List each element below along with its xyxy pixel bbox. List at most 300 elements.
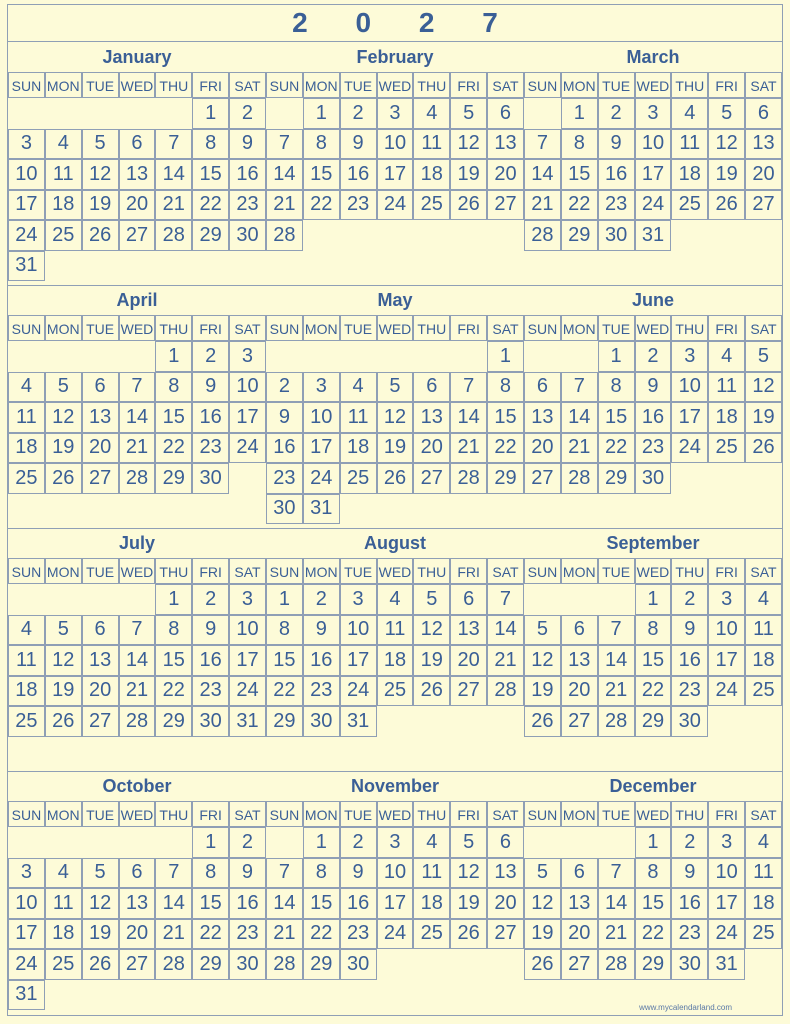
day-cell: 28 bbox=[155, 949, 192, 980]
empty-cell bbox=[119, 98, 156, 129]
weekday-label: TUE bbox=[82, 558, 119, 584]
day-cell: 5 bbox=[45, 372, 82, 403]
weekday-label: WED bbox=[119, 801, 156, 827]
day-cell: 23 bbox=[340, 190, 377, 221]
weekday-label: MON bbox=[561, 72, 598, 98]
day-cell: 10 bbox=[377, 129, 414, 160]
day-grid bbox=[8, 98, 266, 281]
day-cell: 8 bbox=[635, 858, 672, 889]
day-cell: 3 bbox=[377, 827, 414, 858]
day-cell: 4 bbox=[671, 98, 708, 129]
day-cell: 8 bbox=[487, 372, 524, 403]
day-cell: 18 bbox=[8, 433, 45, 464]
day-cell: 7 bbox=[487, 584, 524, 615]
day-cell: 16 bbox=[192, 645, 229, 676]
day-cell: 15 bbox=[561, 159, 598, 190]
day-cell: 14 bbox=[561, 402, 598, 433]
day-cell: 21 bbox=[119, 433, 156, 464]
day-cell: 26 bbox=[708, 190, 745, 221]
day-cell: 29 bbox=[561, 220, 598, 251]
day-cell: 21 bbox=[598, 919, 635, 950]
day-cell: 26 bbox=[450, 919, 487, 950]
day-cell: 13 bbox=[82, 645, 119, 676]
day-cell: 15 bbox=[635, 645, 672, 676]
day-cell: 26 bbox=[377, 463, 414, 494]
day-cell: 2 bbox=[192, 341, 229, 372]
day-grid bbox=[8, 584, 266, 737]
day-cell: 11 bbox=[671, 129, 708, 160]
day-cell: 10 bbox=[377, 858, 414, 889]
day-cell: 23 bbox=[340, 919, 377, 950]
day-cell: 1 bbox=[155, 584, 192, 615]
day-cell: 22 bbox=[635, 676, 672, 707]
day-cell: 1 bbox=[635, 827, 672, 858]
weekday-label: TUE bbox=[598, 801, 635, 827]
day-cell: 7 bbox=[266, 858, 303, 889]
day-cell: 23 bbox=[598, 190, 635, 221]
day-cell: 2 bbox=[340, 98, 377, 129]
day-cell: 15 bbox=[303, 888, 340, 919]
day-cell: 26 bbox=[45, 706, 82, 737]
weekday-label: SAT bbox=[487, 558, 524, 584]
weekday-label: THU bbox=[413, 72, 450, 98]
day-cell: 26 bbox=[450, 190, 487, 221]
day-cell: 1 bbox=[598, 341, 635, 372]
day-cell: 24 bbox=[377, 190, 414, 221]
day-cell: 17 bbox=[708, 645, 745, 676]
day-cell: 12 bbox=[82, 888, 119, 919]
day-cell: 18 bbox=[45, 919, 82, 950]
month-february bbox=[266, 42, 524, 285]
day-cell: 2 bbox=[598, 98, 635, 129]
day-cell: 11 bbox=[413, 129, 450, 160]
day-cell: 16 bbox=[192, 402, 229, 433]
day-cell: 14 bbox=[450, 402, 487, 433]
day-cell: 21 bbox=[266, 919, 303, 950]
weekday-label: WED bbox=[635, 72, 672, 98]
day-cell: 13 bbox=[487, 858, 524, 889]
day-cell: 29 bbox=[155, 706, 192, 737]
day-cell: 2 bbox=[229, 98, 266, 129]
day-cell: 21 bbox=[524, 190, 561, 221]
day-cell: 25 bbox=[45, 949, 82, 980]
day-cell: 22 bbox=[487, 433, 524, 464]
weekday-header bbox=[524, 801, 782, 827]
day-grid bbox=[524, 98, 782, 251]
day-cell: 26 bbox=[745, 433, 782, 464]
day-cell: 26 bbox=[524, 949, 561, 980]
month-name: September bbox=[606, 533, 700, 553]
day-cell: 8 bbox=[266, 615, 303, 646]
day-cell: 20 bbox=[119, 919, 156, 950]
day-cell: 25 bbox=[413, 919, 450, 950]
weekday-label: TUE bbox=[340, 801, 377, 827]
weekday-label: FRI bbox=[192, 558, 229, 584]
month-june bbox=[524, 285, 782, 528]
day-cell: 1 bbox=[155, 341, 192, 372]
weekday-label: MON bbox=[561, 315, 598, 341]
day-cell: 14 bbox=[598, 888, 635, 919]
day-cell: 22 bbox=[561, 190, 598, 221]
day-cell: 17 bbox=[708, 888, 745, 919]
band-separator bbox=[8, 285, 782, 286]
day-cell: 28 bbox=[450, 463, 487, 494]
weekday-label: THU bbox=[413, 315, 450, 341]
weekday-label: WED bbox=[635, 801, 672, 827]
day-cell: 5 bbox=[377, 372, 414, 403]
empty-cell bbox=[413, 341, 450, 372]
day-cell: 20 bbox=[524, 433, 561, 464]
day-cell: 4 bbox=[8, 615, 45, 646]
day-cell: 9 bbox=[266, 402, 303, 433]
empty-cell bbox=[82, 827, 119, 858]
day-cell: 17 bbox=[8, 190, 45, 221]
day-cell: 11 bbox=[745, 615, 782, 646]
day-cell: 23 bbox=[266, 463, 303, 494]
day-cell: 18 bbox=[340, 433, 377, 464]
day-cell: 30 bbox=[303, 706, 340, 737]
weekday-label: MON bbox=[45, 72, 82, 98]
day-cell: 2 bbox=[671, 827, 708, 858]
band-separator bbox=[8, 771, 782, 772]
day-cell: 30 bbox=[229, 220, 266, 251]
day-cell: 31 bbox=[8, 251, 45, 282]
day-cell: 6 bbox=[82, 615, 119, 646]
day-cell: 13 bbox=[561, 645, 598, 676]
weekday-label: SUN bbox=[524, 72, 561, 98]
day-cell: 20 bbox=[487, 888, 524, 919]
empty-cell bbox=[450, 341, 487, 372]
weekday-label: TUE bbox=[340, 558, 377, 584]
day-cell: 28 bbox=[119, 463, 156, 494]
day-cell: 27 bbox=[561, 949, 598, 980]
empty-cell bbox=[524, 827, 561, 858]
day-cell: 14 bbox=[266, 888, 303, 919]
day-cell: 3 bbox=[8, 858, 45, 889]
weekday-label: SAT bbox=[487, 72, 524, 98]
day-cell: 29 bbox=[192, 949, 229, 980]
day-cell: 9 bbox=[340, 129, 377, 160]
weekday-label: THU bbox=[413, 801, 450, 827]
day-cell: 6 bbox=[413, 372, 450, 403]
day-cell: 18 bbox=[671, 159, 708, 190]
weekday-label: THU bbox=[155, 315, 192, 341]
weekday-label: MON bbox=[303, 801, 340, 827]
day-cell: 10 bbox=[708, 615, 745, 646]
day-grid bbox=[8, 341, 266, 494]
weekday-label: FRI bbox=[192, 315, 229, 341]
day-cell: 8 bbox=[561, 129, 598, 160]
day-cell: 9 bbox=[192, 615, 229, 646]
day-cell: 1 bbox=[266, 584, 303, 615]
day-cell: 23 bbox=[229, 190, 266, 221]
weekday-label: FRI bbox=[708, 72, 745, 98]
month-name: December bbox=[609, 776, 697, 796]
day-cell: 14 bbox=[598, 645, 635, 676]
day-cell: 6 bbox=[450, 584, 487, 615]
day-cell: 22 bbox=[155, 676, 192, 707]
weekday-label: THU bbox=[671, 558, 708, 584]
weekday-label: THU bbox=[671, 72, 708, 98]
day-cell: 24 bbox=[708, 676, 745, 707]
weekday-label: SAT bbox=[229, 801, 266, 827]
day-cell: 9 bbox=[671, 858, 708, 889]
day-cell: 11 bbox=[708, 372, 745, 403]
weekday-label: TUE bbox=[82, 72, 119, 98]
day-cell: 12 bbox=[45, 402, 82, 433]
day-cell: 19 bbox=[450, 888, 487, 919]
day-cell: 19 bbox=[45, 676, 82, 707]
weekday-label: SAT bbox=[229, 558, 266, 584]
weekday-label: SAT bbox=[229, 315, 266, 341]
weekday-header bbox=[266, 72, 524, 98]
weekday-label: SAT bbox=[745, 72, 782, 98]
day-cell: 20 bbox=[82, 433, 119, 464]
day-cell: 12 bbox=[45, 645, 82, 676]
day-cell: 28 bbox=[487, 676, 524, 707]
day-cell: 29 bbox=[155, 463, 192, 494]
weekday-label: WED bbox=[119, 558, 156, 584]
day-cell: 10 bbox=[708, 858, 745, 889]
day-cell: 5 bbox=[745, 341, 782, 372]
day-cell: 12 bbox=[450, 858, 487, 889]
day-grid bbox=[524, 827, 782, 980]
day-cell: 27 bbox=[487, 190, 524, 221]
day-cell: 18 bbox=[413, 888, 450, 919]
day-cell: 1 bbox=[192, 827, 229, 858]
day-cell: 19 bbox=[745, 402, 782, 433]
weekday-header bbox=[8, 801, 266, 827]
day-cell: 10 bbox=[303, 402, 340, 433]
day-cell: 22 bbox=[598, 433, 635, 464]
weekday-label: MON bbox=[45, 558, 82, 584]
day-cell: 12 bbox=[413, 615, 450, 646]
day-cell: 25 bbox=[377, 676, 414, 707]
day-cell: 7 bbox=[450, 372, 487, 403]
empty-cell bbox=[561, 584, 598, 615]
weekday-label: FRI bbox=[450, 558, 487, 584]
day-cell: 6 bbox=[561, 615, 598, 646]
day-cell: 21 bbox=[598, 676, 635, 707]
weekday-label: TUE bbox=[598, 558, 635, 584]
weekday-label: SAT bbox=[745, 558, 782, 584]
day-cell: 10 bbox=[340, 615, 377, 646]
day-cell: 8 bbox=[192, 129, 229, 160]
day-cell: 20 bbox=[561, 676, 598, 707]
day-cell: 1 bbox=[192, 98, 229, 129]
day-cell: 7 bbox=[561, 372, 598, 403]
empty-cell bbox=[82, 584, 119, 615]
day-cell: 18 bbox=[45, 190, 82, 221]
day-cell: 5 bbox=[524, 615, 561, 646]
day-cell: 6 bbox=[524, 372, 561, 403]
day-cell: 6 bbox=[119, 129, 156, 160]
day-cell: 30 bbox=[635, 463, 672, 494]
day-cell: 24 bbox=[229, 433, 266, 464]
day-cell: 22 bbox=[192, 190, 229, 221]
weekday-label: MON bbox=[303, 558, 340, 584]
day-cell: 29 bbox=[598, 463, 635, 494]
weekday-label: THU bbox=[671, 315, 708, 341]
title-bar bbox=[8, 5, 782, 42]
day-cell: 25 bbox=[340, 463, 377, 494]
empty-cell bbox=[8, 584, 45, 615]
day-cell: 8 bbox=[155, 372, 192, 403]
weekday-header bbox=[524, 315, 782, 341]
empty-cell bbox=[155, 827, 192, 858]
day-cell: 1 bbox=[303, 98, 340, 129]
day-cell: 31 bbox=[303, 494, 340, 525]
empty-cell bbox=[155, 98, 192, 129]
day-cell: 13 bbox=[450, 615, 487, 646]
day-cell: 7 bbox=[155, 129, 192, 160]
day-cell: 22 bbox=[303, 190, 340, 221]
empty-cell bbox=[377, 341, 414, 372]
day-cell: 24 bbox=[671, 433, 708, 464]
day-cell: 16 bbox=[340, 888, 377, 919]
day-cell: 5 bbox=[450, 827, 487, 858]
day-cell: 3 bbox=[635, 98, 672, 129]
empty-cell bbox=[8, 341, 45, 372]
empty-cell bbox=[340, 341, 377, 372]
day-cell: 4 bbox=[413, 98, 450, 129]
weekday-label: SUN bbox=[266, 801, 303, 827]
day-cell: 19 bbox=[450, 159, 487, 190]
day-cell: 10 bbox=[8, 888, 45, 919]
day-cell: 9 bbox=[598, 129, 635, 160]
day-cell: 7 bbox=[119, 372, 156, 403]
day-cell: 21 bbox=[561, 433, 598, 464]
day-cell: 1 bbox=[561, 98, 598, 129]
day-cell: 21 bbox=[450, 433, 487, 464]
weekday-label: SUN bbox=[8, 315, 45, 341]
month-may bbox=[266, 285, 524, 528]
day-cell: 24 bbox=[340, 676, 377, 707]
day-cell: 8 bbox=[303, 129, 340, 160]
empty-cell bbox=[82, 341, 119, 372]
day-cell: 23 bbox=[671, 676, 708, 707]
day-cell: 13 bbox=[82, 402, 119, 433]
weekday-label: TUE bbox=[598, 315, 635, 341]
weekday-label: SAT bbox=[745, 801, 782, 827]
day-cell: 15 bbox=[192, 159, 229, 190]
day-cell: 6 bbox=[561, 858, 598, 889]
day-cell: 17 bbox=[377, 888, 414, 919]
weekday-label: SAT bbox=[487, 315, 524, 341]
day-cell: 30 bbox=[340, 949, 377, 980]
day-cell: 20 bbox=[450, 645, 487, 676]
day-cell: 24 bbox=[377, 919, 414, 950]
day-cell: 20 bbox=[119, 190, 156, 221]
month-january bbox=[8, 42, 266, 285]
day-cell: 6 bbox=[82, 372, 119, 403]
day-cell: 3 bbox=[303, 372, 340, 403]
day-cell: 7 bbox=[598, 858, 635, 889]
day-cell: 29 bbox=[266, 706, 303, 737]
day-cell: 26 bbox=[524, 706, 561, 737]
month-name: January bbox=[102, 47, 172, 67]
day-cell: 17 bbox=[635, 159, 672, 190]
day-cell: 23 bbox=[635, 433, 672, 464]
month-july bbox=[8, 528, 266, 771]
day-cell: 3 bbox=[708, 584, 745, 615]
day-grid bbox=[266, 341, 524, 524]
day-cell: 20 bbox=[487, 159, 524, 190]
day-cell: 17 bbox=[340, 645, 377, 676]
day-cell: 16 bbox=[229, 159, 266, 190]
weekday-label: MON bbox=[561, 558, 598, 584]
day-cell: 17 bbox=[229, 402, 266, 433]
day-cell: 16 bbox=[671, 888, 708, 919]
day-cell: 18 bbox=[708, 402, 745, 433]
day-cell: 18 bbox=[413, 159, 450, 190]
day-cell: 7 bbox=[119, 615, 156, 646]
day-cell: 6 bbox=[745, 98, 782, 129]
empty-cell bbox=[524, 584, 561, 615]
day-cell: 15 bbox=[635, 888, 672, 919]
day-cell: 17 bbox=[303, 433, 340, 464]
weekday-label: THU bbox=[155, 801, 192, 827]
day-cell: 5 bbox=[82, 858, 119, 889]
day-cell: 9 bbox=[229, 858, 266, 889]
empty-cell bbox=[266, 341, 303, 372]
day-cell: 27 bbox=[745, 190, 782, 221]
day-cell: 16 bbox=[266, 433, 303, 464]
day-cell: 19 bbox=[524, 676, 561, 707]
day-cell: 20 bbox=[82, 676, 119, 707]
weekday-label: SUN bbox=[266, 558, 303, 584]
month-name: June bbox=[631, 290, 674, 310]
day-cell: 14 bbox=[119, 402, 156, 433]
day-cell: 8 bbox=[598, 372, 635, 403]
day-cell: 10 bbox=[229, 372, 266, 403]
weekday-label: TUE bbox=[82, 801, 119, 827]
weekday-label: SUN bbox=[8, 801, 45, 827]
weekday-header bbox=[266, 315, 524, 341]
day-cell: 8 bbox=[303, 858, 340, 889]
day-cell: 4 bbox=[745, 827, 782, 858]
day-cell: 3 bbox=[8, 129, 45, 160]
empty-cell bbox=[45, 341, 82, 372]
day-cell: 20 bbox=[745, 159, 782, 190]
empty-cell bbox=[45, 827, 82, 858]
weekday-label: MON bbox=[45, 315, 82, 341]
empty-cell bbox=[598, 827, 635, 858]
day-cell: 18 bbox=[745, 888, 782, 919]
weekday-label: TUE bbox=[340, 315, 377, 341]
day-cell: 24 bbox=[303, 463, 340, 494]
day-cell: 24 bbox=[229, 676, 266, 707]
day-cell: 25 bbox=[8, 706, 45, 737]
day-cell: 22 bbox=[155, 433, 192, 464]
day-cell: 24 bbox=[8, 220, 45, 251]
day-cell: 19 bbox=[708, 159, 745, 190]
day-cell: 13 bbox=[561, 888, 598, 919]
weekday-label: TUE bbox=[598, 72, 635, 98]
day-cell: 7 bbox=[598, 615, 635, 646]
day-cell: 5 bbox=[413, 584, 450, 615]
day-cell: 28 bbox=[524, 220, 561, 251]
day-cell: 19 bbox=[377, 433, 414, 464]
day-cell: 31 bbox=[229, 706, 266, 737]
weekday-label: THU bbox=[155, 72, 192, 98]
empty-cell bbox=[266, 827, 303, 858]
day-cell: 13 bbox=[745, 129, 782, 160]
day-cell: 12 bbox=[82, 159, 119, 190]
weekday-label: SUN bbox=[8, 72, 45, 98]
day-cell: 3 bbox=[708, 827, 745, 858]
month-name: July bbox=[118, 533, 156, 553]
